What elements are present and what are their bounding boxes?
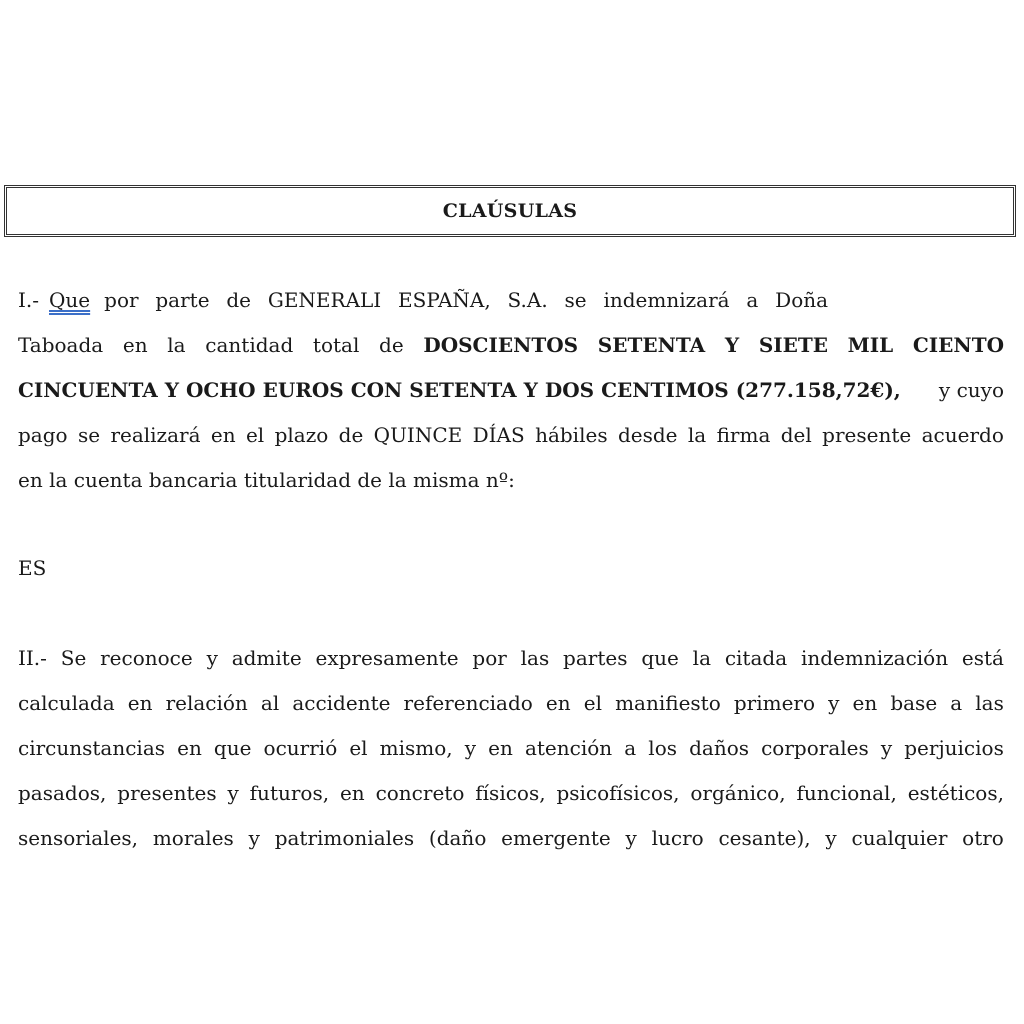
word: que: [213, 736, 252, 760]
word: y: [248, 826, 260, 850]
word: y: [828, 691, 840, 715]
word: se: [77, 423, 101, 447]
word: firma: [716, 423, 771, 447]
word: manifiesto: [615, 691, 721, 715]
word: y: [825, 826, 837, 850]
word: DÍAS: [472, 423, 525, 447]
word: de: [379, 333, 404, 357]
word: corporales: [761, 736, 869, 760]
iban-text: ES: [18, 556, 47, 580]
word: la: [692, 646, 711, 670]
word: a: [746, 288, 759, 312]
word: S.A.: [507, 288, 548, 312]
bold-word: SETENTA: [597, 333, 706, 357]
clause-1-line-3-tail: y cuyo: [938, 378, 1004, 402]
word: la: [167, 333, 186, 357]
word: en: [852, 691, 878, 715]
word: se: [564, 288, 587, 312]
word: plazo: [274, 423, 329, 447]
iban-paragraph: [18, 546, 1004, 591]
word: en: [488, 736, 513, 760]
word: las: [520, 646, 550, 670]
word: de: [338, 423, 364, 447]
amount-in-words: CINCUENTA Y OCHO EUROS CON SETENTA Y DOS CENTIMOS (277.158,72€),: [18, 378, 901, 402]
word: presentes: [117, 781, 217, 805]
word: calculada: [18, 691, 115, 715]
word: cesante),: [718, 826, 811, 850]
word: reconoce: [100, 646, 193, 670]
word: del: [780, 423, 812, 447]
word: Taboada: [18, 333, 104, 357]
bold-word: CIENTO: [912, 333, 1004, 357]
word: a: [624, 736, 637, 760]
clause-2-line-2: [18, 681, 1004, 726]
clause-1-line-1-rest: [104, 278, 828, 323]
clause-2-line-4: [18, 771, 1004, 816]
bold-word: DOSCIENTOS: [423, 333, 579, 357]
word: en: [122, 333, 148, 357]
word: a: [950, 691, 963, 715]
word: acuerdo: [921, 423, 1004, 447]
clause-1-line-4: [18, 413, 1004, 458]
word: el: [583, 691, 602, 715]
word: realizará: [110, 423, 201, 447]
word: y: [625, 826, 637, 850]
word: otro: [962, 826, 1004, 850]
word: está: [961, 646, 1004, 670]
word: psicofísicos,: [556, 781, 680, 805]
clause-1-line-5: en la cuenta bancaria titularidad de la misma nº:: [18, 468, 515, 492]
word: en: [210, 423, 236, 447]
word: lucro: [651, 826, 704, 850]
word: base: [890, 691, 938, 715]
word: parte: [155, 288, 210, 312]
word: expresamente: [315, 646, 459, 670]
clause-1-line-1: [18, 278, 1004, 323]
word: por: [104, 288, 139, 312]
word: por: [472, 646, 507, 670]
word: en: [339, 781, 365, 805]
word: futuros,: [249, 781, 330, 805]
word: admite: [231, 646, 302, 670]
word: morales: [152, 826, 234, 850]
word: pago: [18, 423, 68, 447]
word: indemnizará: [603, 288, 730, 312]
clause-2-line-5: [18, 816, 1004, 861]
section-heading-box: [4, 185, 1016, 237]
word: atención: [524, 736, 613, 760]
word: sensoriales,: [18, 826, 139, 850]
word: circunstancias: [18, 736, 166, 760]
word: accidente: [292, 691, 391, 715]
word: emergente: [501, 826, 611, 850]
clause-1-line-3: [18, 368, 1004, 413]
clause-1-paragraph: [18, 278, 1004, 503]
word: Doña: [775, 288, 829, 312]
clause-2-line-3: [18, 726, 1004, 771]
bold-word: SIETE: [758, 333, 828, 357]
clause-1-number: I.-: [18, 288, 40, 312]
clause-1-first-word: Que: [49, 288, 91, 312]
word: (daño: [428, 826, 487, 850]
word: la: [687, 423, 707, 447]
word: de: [226, 288, 252, 312]
word: partes: [563, 646, 628, 670]
clause-2-paragraph: [18, 636, 1004, 861]
word: desde: [617, 423, 678, 447]
word: y: [464, 736, 477, 760]
word: en: [177, 736, 202, 760]
word: hábiles: [535, 423, 608, 447]
word: que: [641, 646, 679, 670]
word: orgánico,: [690, 781, 786, 805]
word: mismo,: [379, 736, 453, 760]
word: daños: [689, 736, 750, 760]
word: citada: [724, 646, 788, 670]
word: concreto: [375, 781, 465, 805]
word: cualquier: [851, 826, 948, 850]
word: en: [545, 691, 571, 715]
word: y: [206, 646, 218, 670]
word: ocurrió: [263, 736, 338, 760]
word: referenciado: [403, 691, 533, 715]
clause-1-line-2: [18, 323, 1004, 368]
word: Se: [60, 646, 87, 670]
word: el: [349, 736, 368, 760]
word: estéticos,: [907, 781, 1004, 805]
word: primero: [733, 691, 816, 715]
word: y: [880, 736, 893, 760]
word: II.-: [18, 646, 47, 670]
word: el: [245, 423, 265, 447]
word: físicos,: [475, 781, 546, 805]
word: funcional,: [796, 781, 897, 805]
word: las: [975, 691, 1004, 715]
word: los: [648, 736, 677, 760]
word: patrimoniales: [274, 826, 415, 850]
word: QUINCE: [373, 423, 463, 447]
word: en: [127, 691, 153, 715]
word: perjuicios: [904, 736, 1004, 760]
word: indemnización: [800, 646, 949, 670]
word: y: [227, 781, 239, 805]
bold-word: Y: [724, 333, 740, 357]
word: al: [260, 691, 280, 715]
word: relación: [165, 691, 248, 715]
word: GENERALI: [267, 288, 382, 312]
word: pasados,: [18, 781, 107, 805]
clause-2-line-1: [18, 636, 1004, 681]
word: presente: [822, 423, 912, 447]
bold-word: MIL: [847, 333, 894, 357]
section-title: CLAÚSULAS: [442, 200, 578, 222]
word: ESPAÑA,: [398, 288, 491, 312]
word: total: [312, 333, 360, 357]
word: cantidad: [205, 333, 294, 357]
